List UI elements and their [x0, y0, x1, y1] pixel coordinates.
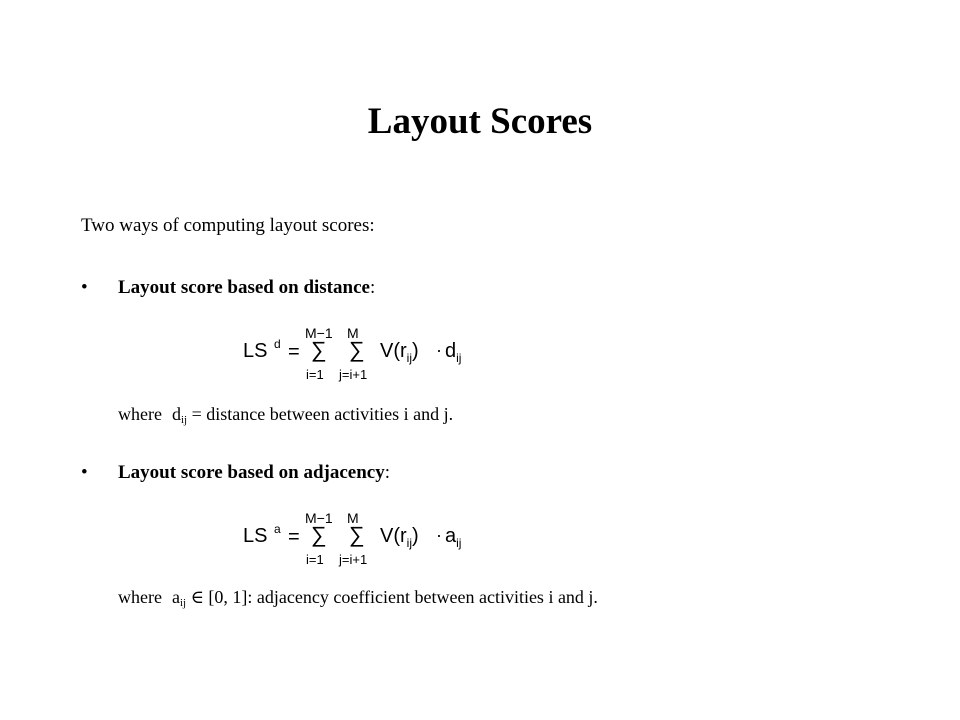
fn-name: V(r — [380, 340, 407, 362]
bullet-label: Layout score based on adjacency — [118, 462, 385, 483]
formula-superscript: a — [274, 522, 281, 536]
where-adjacency — [118, 587, 598, 609]
bullet-colon: : — [384, 462, 390, 483]
where-text: = distance between activities i and j. — [191, 404, 454, 424]
sum2-upper: M — [347, 510, 359, 526]
sum1-upper: M−1 — [305, 510, 333, 526]
bullet-colon: : — [369, 277, 376, 298]
sum1-symbol: ∑ — [311, 337, 327, 362]
bullet-adjacency — [81, 462, 390, 484]
sum2-symbol: ∑ — [349, 522, 365, 547]
bullet-distance — [81, 277, 375, 299]
sum2-lower: j=i+1 — [339, 367, 368, 382]
term-subscript: ij — [456, 536, 462, 550]
where-var-subscript: ij — [180, 414, 188, 426]
where-prefix: where — [118, 587, 162, 607]
bullet-label: Layout score based on distance — [118, 277, 370, 298]
where-distance — [118, 404, 453, 426]
sum1-lower: i=1 — [306, 367, 324, 382]
formula-cdot: · — [436, 525, 442, 545]
intro-text: Two ways of computing layout scores: — [81, 215, 375, 236]
formula-function — [380, 525, 419, 550]
fn-subscript: ij — [406, 536, 413, 550]
where-text: ∈ [0, 1]: adjacency coefficient between activities i and j. — [190, 587, 598, 607]
formula-superscript: d — [274, 337, 281, 351]
slide-title: Layout Scores — [367, 101, 593, 142]
sum2-symbol: ∑ — [349, 337, 365, 362]
sum1-symbol: ∑ — [311, 522, 327, 547]
formula-lhs: LS — [243, 525, 268, 547]
formula-distance — [243, 325, 483, 395]
bullet-marker: • — [81, 462, 88, 483]
where-var: d — [171, 404, 181, 424]
term-subscript: ij — [456, 351, 462, 365]
where-prefix: where — [118, 404, 162, 424]
formula-equals: = — [288, 526, 300, 548]
bullet-marker: • — [81, 277, 88, 298]
where-var: a — [171, 587, 180, 607]
sum2-lower: j=i+1 — [339, 552, 368, 567]
sum2-upper: M — [347, 325, 359, 341]
formula-term — [445, 525, 461, 550]
term-var: d — [445, 340, 457, 362]
fn-name: V(r — [380, 525, 407, 547]
formula-function — [380, 340, 419, 365]
fn-close: ) — [412, 340, 419, 362]
term-var: a — [445, 525, 457, 547]
formula-cdot: · — [436, 340, 442, 360]
formula-term — [445, 340, 461, 365]
formula-adjacency — [243, 510, 483, 580]
sum1-lower: i=1 — [306, 552, 324, 567]
formula-equals: = — [288, 341, 300, 363]
sum1-upper: M−1 — [305, 325, 333, 341]
fn-subscript: ij — [406, 351, 413, 365]
formula-lhs: LS — [243, 340, 268, 362]
where-var-subscript: ij — [179, 597, 187, 609]
fn-close: ) — [412, 525, 419, 547]
